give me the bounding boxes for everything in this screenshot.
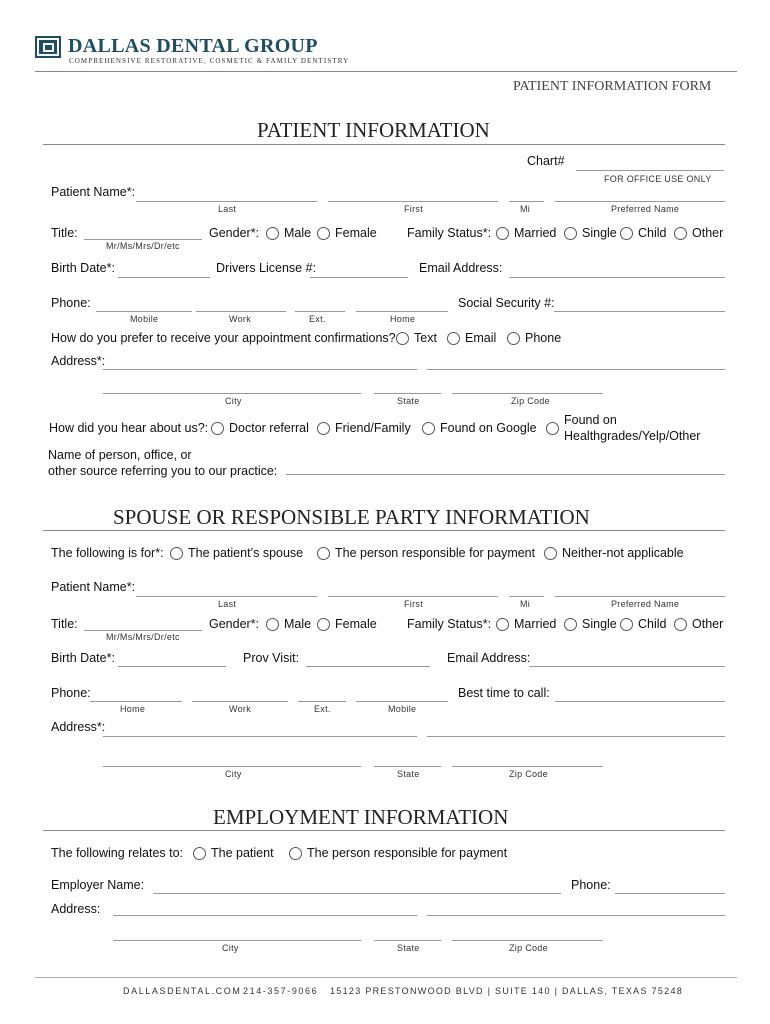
employer-address-label: Address:	[51, 902, 101, 916]
radio-icon[interactable]	[544, 547, 557, 560]
spouse-title-label: Title:	[51, 617, 78, 631]
patient-section-rule	[43, 144, 725, 145]
family-status-label: Family Status*:	[407, 226, 492, 240]
neither-option[interactable]: Neither-not applicable	[544, 546, 684, 560]
spouse-city-hint: City	[225, 769, 242, 779]
preferred-hint: Preferred Name	[611, 204, 680, 214]
employment-section-title: EMPLOYMENT INFORMATION	[213, 805, 509, 829]
spouse-home-hint: Home	[120, 704, 146, 714]
spouse-section-title: SPOUSE OR RESPONSIBLE PARTY INFORMATION	[113, 505, 590, 529]
spouse-birth-label: Birth Date*:	[51, 651, 115, 665]
mobile-phone-field[interactable]	[96, 311, 192, 312]
ssn-field[interactable]	[554, 311, 725, 312]
state-field[interactable]	[374, 393, 441, 394]
form-title: PATIENT INFORMATION FORM	[513, 79, 712, 94]
spouse-single-option[interactable]: Single	[564, 617, 617, 631]
referral-field[interactable]	[286, 474, 725, 475]
gender-male-option[interactable]: Male	[266, 226, 311, 240]
spouse-state-hint: State	[397, 769, 420, 779]
footer-website[interactable]: DALLASDENTAL.COM	[123, 986, 242, 996]
spouse-address-line2-field[interactable]	[427, 736, 725, 737]
footer-address: 15123 PRESTONWOOD BLVD | SUITE 140 | DALLAS, TEXAS 75248	[330, 986, 684, 996]
spouse-phone-label: Phone:	[51, 686, 91, 700]
employer-zip-field[interactable]	[452, 940, 603, 941]
zip-hint: Zip Code	[511, 396, 550, 406]
address-label: Address*:	[51, 354, 106, 368]
radio-icon[interactable]	[396, 332, 409, 345]
company-name: DALLAS DENTAL GROUP	[68, 35, 318, 57]
logo-mark-icon	[35, 36, 61, 58]
last-name-field[interactable]	[136, 201, 317, 202]
home-hint: Home	[390, 314, 416, 324]
family-child-option[interactable]: Child	[620, 226, 667, 240]
hear-doctor-option[interactable]: Doctor referral	[211, 421, 309, 435]
radio-icon[interactable]	[289, 847, 302, 860]
city-hint: City	[225, 396, 242, 406]
spouse-mobile-hint: Mobile	[388, 704, 417, 714]
birth-date-field[interactable]	[118, 277, 210, 278]
first-hint: First	[404, 204, 423, 214]
spouse-address-label: Address*:	[51, 720, 106, 734]
work-hint: Work	[229, 314, 252, 324]
title-field[interactable]	[84, 239, 202, 240]
confirm-phone-option[interactable]: Phone	[507, 331, 561, 345]
radio-icon[interactable]	[317, 618, 330, 631]
patient-name-label: Patient Name*:	[51, 185, 136, 199]
employer-address-line1-field[interactable]	[113, 915, 417, 916]
family-single-option[interactable]: Single	[564, 226, 617, 240]
radio-icon[interactable]	[422, 422, 435, 435]
footer-rule	[35, 977, 737, 978]
license-label: Drivers License #:	[216, 261, 317, 275]
radio-icon[interactable]	[674, 227, 687, 240]
radio-icon[interactable]	[266, 227, 279, 240]
spouse-preferred-field[interactable]	[555, 596, 725, 597]
spouse-mi-hint: Mi	[520, 599, 531, 609]
header-rule	[35, 71, 737, 72]
employer-city-hint: City	[222, 943, 239, 953]
spouse-address-line1-field[interactable]	[103, 736, 417, 737]
city-field[interactable]	[103, 393, 361, 394]
responsible-option[interactable]: The person responsible for payment	[317, 546, 535, 560]
confirm-email-option[interactable]: Email	[447, 331, 496, 345]
spouse-other-option[interactable]: Other	[674, 617, 723, 631]
hear-sites: Healthgrades/Yelp/Other	[564, 429, 701, 443]
mi-hint: Mi	[520, 204, 531, 214]
spouse-zip-field[interactable]	[452, 766, 603, 767]
spouse-zip-hint: Zip Code	[509, 769, 548, 779]
best-time-label: Best time to call:	[458, 686, 550, 700]
ext-hint: Ext.	[309, 314, 326, 324]
patient-section-title: PATIENT INFORMATION	[257, 118, 490, 142]
hear-question: How did you hear about us?:	[49, 421, 209, 435]
zip-field[interactable]	[452, 393, 603, 394]
prov-visit-label: Prov Visit:	[243, 651, 300, 665]
employer-address-line2-field[interactable]	[427, 915, 725, 916]
phone-label: Phone:	[51, 296, 91, 310]
employer-name-label: Employer Name:	[51, 878, 145, 892]
spouse-birth-field[interactable]	[118, 666, 226, 667]
address-line2-field[interactable]	[427, 369, 725, 370]
spouse-gender-label: Gender*:	[209, 617, 260, 631]
spouse-mobile-field[interactable]	[356, 701, 448, 702]
hear-friend-option[interactable]: Friend/Family	[317, 421, 411, 435]
radio-icon[interactable]	[266, 618, 279, 631]
spouse-mi-field[interactable]	[509, 596, 544, 597]
spouse-male-option[interactable]: Male	[266, 617, 311, 631]
family-other-option[interactable]: Other	[674, 226, 723, 240]
spouse-email-field[interactable]	[529, 666, 725, 667]
radio-icon[interactable]	[317, 227, 330, 240]
hear-other-radio-icon[interactable]	[546, 422, 559, 435]
state-hint: State	[397, 396, 420, 406]
hear-google-option[interactable]: Found on Google	[422, 421, 537, 435]
spouse-name-label: Patient Name*:	[51, 580, 136, 594]
title-label: Title:	[51, 226, 78, 240]
radio-icon[interactable]	[193, 847, 206, 860]
employment-section-rule	[43, 830, 725, 831]
spouse-first-hint: First	[404, 599, 423, 609]
ssn-label: Social Security #:	[458, 296, 555, 310]
spouse-section-rule	[43, 530, 725, 531]
spouse-work-phone-field[interactable]	[192, 701, 288, 702]
spouse-title-hint: Mr/Ms/Mrs/Dr/etc	[106, 632, 180, 642]
employer-name-field[interactable]	[153, 893, 561, 894]
prov-visit-field[interactable]	[306, 666, 430, 667]
spouse-child-option[interactable]: Child	[620, 617, 667, 631]
mobile-hint: Mobile	[130, 314, 159, 324]
company-tagline: COMPREHENSIVE RESTORATIVE, COSMETIC & FAMILY DENTISTRY	[69, 57, 350, 65]
work-phone-field[interactable]	[196, 311, 286, 312]
email-label: Email Address:	[419, 261, 503, 275]
license-field[interactable]	[310, 277, 408, 278]
employer-state-hint: State	[397, 943, 420, 953]
family-married-option[interactable]: Married	[496, 226, 556, 240]
referral-label-2: other source referring you to our practice:	[48, 464, 278, 478]
preferred-name-field[interactable]	[555, 201, 725, 202]
spouse-first-field[interactable]	[328, 596, 498, 597]
radio-icon[interactable]	[507, 332, 520, 345]
address-line1-field[interactable]	[103, 369, 417, 370]
radio-icon[interactable]	[317, 547, 330, 560]
spouse-for-label: The following is for*:	[51, 546, 164, 560]
birth-date-label: Birth Date*:	[51, 261, 115, 275]
employer-phone-field[interactable]	[615, 893, 725, 894]
employer-state-field[interactable]	[374, 940, 441, 941]
email-field[interactable]	[509, 277, 725, 278]
office-use-label: FOR OFFICE USE ONLY	[604, 174, 712, 184]
radio-icon[interactable]	[317, 422, 330, 435]
gender-female-option[interactable]: Female	[317, 226, 377, 240]
hear-found-on: Found on	[564, 413, 617, 427]
radio-icon[interactable]	[496, 227, 509, 240]
spouse-last-hint: Last	[218, 599, 237, 609]
mi-field[interactable]	[509, 201, 544, 202]
spouse-work-hint: Work	[229, 704, 252, 714]
home-phone-field[interactable]	[356, 311, 448, 312]
spouse-city-field[interactable]	[103, 766, 361, 767]
chart-label: Chart#	[527, 154, 565, 168]
confirm-text-option[interactable]: Text	[396, 331, 437, 345]
relates-label: The following relates to:	[51, 846, 184, 860]
radio-icon[interactable]	[674, 618, 687, 631]
employer-zip-hint: Zip Code	[509, 943, 548, 953]
spouse-family-label: Family Status*:	[407, 617, 492, 631]
radio-icon[interactable]	[447, 332, 460, 345]
logo	[35, 35, 350, 67]
chart-field[interactable]	[576, 170, 724, 171]
radio-icon[interactable]	[620, 618, 633, 631]
radio-icon[interactable]	[564, 618, 577, 631]
spouse-option[interactable]: The patient’s spouse	[170, 546, 303, 560]
gender-label: Gender*:	[209, 226, 260, 240]
referral-label-1: Name of person, office, or	[48, 448, 192, 462]
spouse-state-field[interactable]	[374, 766, 441, 767]
last-hint: Last	[218, 204, 237, 214]
spouse-married-option[interactable]: Married	[496, 617, 556, 631]
relates-patient-option[interactable]: The patient	[193, 846, 274, 860]
radio-icon[interactable]	[211, 422, 224, 435]
spouse-ext-hint: Ext.	[314, 704, 331, 714]
title-hint: Mr/Ms/Mrs/Dr/etc	[106, 241, 180, 251]
best-time-field[interactable]	[555, 701, 725, 702]
radio-icon[interactable]	[496, 618, 509, 631]
spouse-home-phone-field[interactable]	[90, 701, 182, 702]
confirmation-question: How do you prefer to receive your appointment confirmations?	[51, 331, 396, 345]
first-name-field[interactable]	[328, 201, 498, 202]
footer-phone: 214-357-9066	[243, 986, 319, 996]
radio-icon[interactable]	[620, 227, 633, 240]
spouse-email-label: Email Address:	[447, 651, 531, 665]
ext-field[interactable]	[295, 311, 345, 312]
spouse-last-field[interactable]	[136, 596, 317, 597]
radio-icon[interactable]	[564, 227, 577, 240]
spouse-preferred-hint: Preferred Name	[611, 599, 680, 609]
employer-city-field[interactable]	[113, 940, 361, 941]
spouse-ext-field[interactable]	[298, 701, 346, 702]
employer-phone-label: Phone:	[571, 878, 611, 892]
relates-responsible-option[interactable]: The person responsible for payment	[289, 846, 507, 860]
radio-icon[interactable]	[170, 547, 183, 560]
spouse-title-field[interactable]	[84, 630, 202, 631]
spouse-female-option[interactable]: Female	[317, 617, 377, 631]
